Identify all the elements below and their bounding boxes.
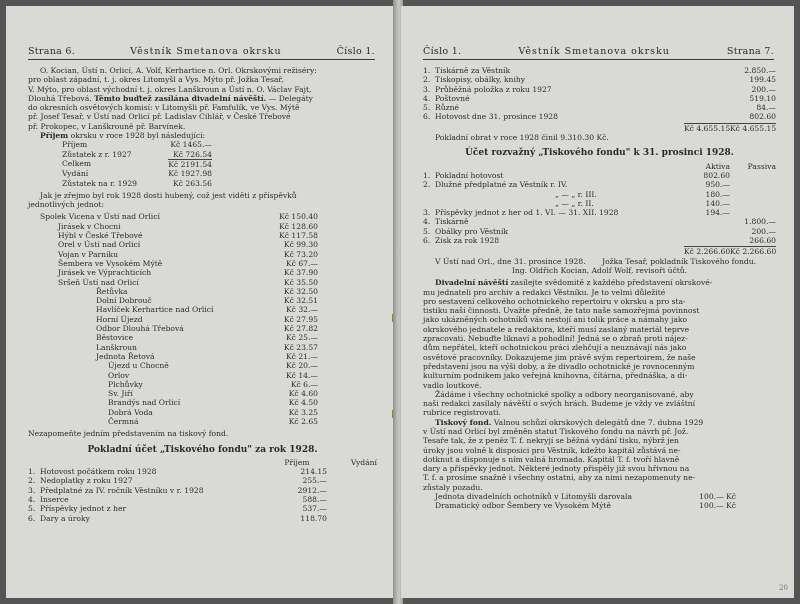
row-label: Příspěvky jednot z her od 1. VI. — 31. XII. 1928 <box>435 208 619 218</box>
rozvaha-row <box>423 180 776 189</box>
spolek-row <box>28 333 318 342</box>
dar-label: Jednota divadelních ochotníků v Litomyšli darovala <box>435 492 633 502</box>
spolek-value: Kč 25.— <box>285 333 318 343</box>
row-label: Předplatné za IV. ročník Věstníku v r. 1928 <box>40 485 204 495</box>
jak-text: Jak je zřejmo byl rok 1928 dosti hubený, což jest viděti z příspěvků <box>40 190 297 200</box>
row-number: 4. <box>423 93 431 103</box>
row-pasiva: 200.— <box>751 226 776 236</box>
row-c2: 802.60 <box>749 112 776 122</box>
prijem-intro <box>28 131 377 140</box>
zadame-line: naši redakci zasílaly návěští o svých hrách. Budeme je vždy ve zvláštní <box>423 399 696 409</box>
prijem-row <box>62 169 212 178</box>
right-page <box>401 6 794 598</box>
pokladni-row <box>28 504 377 513</box>
pokladni-header <box>28 458 377 467</box>
row-label: Pokladní hotovost <box>435 170 504 180</box>
intro-place: Dlouhá Třebová. <box>28 93 92 103</box>
text-line: představení jsou na výši doby, a že divadlo ochotnické je rovnocenným <box>423 361 695 371</box>
col-pasiva: Passiva <box>747 161 776 171</box>
row-label: Obálky pro Věstník <box>435 226 508 236</box>
col-vydani: Vydání <box>350 457 377 467</box>
row-label: Různé <box>435 103 459 113</box>
row-aktiva: 194.— <box>705 208 730 218</box>
row-label: Tiskárně za Věstník <box>435 66 511 75</box>
vydani-row <box>423 94 776 103</box>
spolek-label: Brandýs nad Orlicí <box>108 398 181 408</box>
intro-line: V. Mýto, pro oblast východní t. j. okres Lanškroun a Ústí n. O. Václav Fajt, <box>28 84 312 94</box>
spolek-row <box>28 250 318 259</box>
text-line: Valnou schůzí okrskových delegátů dne 7. dubna 1929 <box>493 417 704 427</box>
divadelni-paragraph <box>423 278 776 287</box>
vydani-row <box>423 112 776 121</box>
prijem-row <box>62 159 212 169</box>
row-vydani <box>327 514 377 523</box>
tiskovy-rest <box>423 427 776 492</box>
prijem-value: Kč 1927.98 <box>168 169 212 179</box>
row-number <box>423 190 435 199</box>
left-page <box>6 6 395 598</box>
row-vydani <box>327 476 377 485</box>
spolek-value: Kč 67.— <box>285 258 318 268</box>
row-number: 5. <box>423 103 431 113</box>
spolek-row <box>28 361 318 370</box>
rozvaha-row <box>423 171 776 180</box>
intro-emphasis: Těmto buďtež zasílána divadelní návěští. <box>94 93 267 103</box>
intro-line: do okresních osvětových komisí: v Litomyšli př. Famfulík, ve Vys. Mýtě <box>28 103 300 113</box>
row-number: 3. <box>423 84 431 94</box>
spolek-row <box>28 324 318 333</box>
row-number: 4. <box>423 217 431 227</box>
prijem-label: Celkem <box>62 158 92 168</box>
row-number: 6. <box>28 513 36 523</box>
vydani-row <box>423 85 776 94</box>
row-number: 3. <box>423 208 431 218</box>
row-prijem: 214.15 <box>300 467 327 477</box>
spolek-label: Plchůvky <box>108 379 143 389</box>
row-number: 5. <box>423 226 431 236</box>
rozvaha-list <box>423 171 776 245</box>
spolek-row <box>28 278 318 287</box>
spolek-label: Jirásek v Chocni <box>58 221 121 231</box>
spolek-value: Kč 73.20 <box>283 249 318 259</box>
dar-row <box>435 492 776 501</box>
intro-line: O. Kocian, Ústí n. Orlicí, A. Volf, Kerhartice n. Orl. Okrskovými režiséry: <box>40 66 317 75</box>
row-c1 <box>684 103 730 112</box>
row-c1 <box>684 94 730 103</box>
row-c2: 84.— <box>756 103 776 113</box>
rozvaha-row <box>423 199 776 208</box>
row-pasiva: 266.60 <box>749 236 776 246</box>
dar-value: 100.— Kč <box>699 492 736 502</box>
row-pasiva <box>730 199 776 208</box>
row-number: 2. <box>423 180 431 190</box>
text-line: jako ukázněných ochotníků vás nestojí ani tolik práce a námahy jako <box>423 315 688 325</box>
row-c2: 2.850.— <box>744 66 776 75</box>
text-line: zůstaly pozadu. <box>423 482 483 492</box>
pokladni-row <box>28 495 377 504</box>
tiskovy-paragraph <box>423 418 776 427</box>
right-page-number: Strana 7. <box>726 46 774 57</box>
left-page-number: Strana 6. <box>28 46 76 57</box>
col-aktiva: Aktiva <box>705 161 730 171</box>
pokladni-row <box>28 476 377 485</box>
row-aktiva <box>684 236 730 245</box>
prijem-value: Kč 726.54 <box>173 149 212 159</box>
spolek-value: Kč 20.— <box>285 361 318 371</box>
row-label: Tiskárně <box>435 217 469 227</box>
totals-row <box>423 123 776 133</box>
spolek-row <box>28 389 318 398</box>
jak-text: jednotlivých jednot: <box>28 200 105 210</box>
spolky-list <box>28 212 318 426</box>
row-prijem: 537.— <box>302 504 327 514</box>
row-label: Dary a úroky <box>40 513 90 523</box>
text-line: osvětové pracovníky. Dokazujeme jim právě svým repertoirem, že naše <box>423 352 696 362</box>
row-label: Příspěvky jednot z her <box>40 504 127 514</box>
spolek-label: Vojan v Parníku <box>58 249 118 259</box>
zadame-line: Žádáme i všechny ochotnické spolky a odbory neorganisované, aby <box>435 389 694 399</box>
spolek-value: Kč 37.90 <box>283 268 318 278</box>
pokladni-row <box>28 467 377 476</box>
dar-value: 100.— Kč <box>699 501 736 511</box>
spolek-row <box>28 222 318 231</box>
spolek-value: Kč 27.82 <box>283 324 318 334</box>
prijem-row <box>62 179 212 188</box>
vydani-list <box>423 66 776 122</box>
spolek-label: Řetůvka <box>96 286 128 296</box>
rozvaha-row <box>423 208 776 217</box>
row-number: 1. <box>423 66 431 75</box>
row-pasiva <box>730 208 776 217</box>
spolek-row <box>28 287 318 296</box>
row-label: Poštovné <box>435 93 470 103</box>
dar-label: Dramatický odbor Šembery ve Vysokém Mýtě <box>435 501 611 511</box>
row-number: 1. <box>423 170 431 180</box>
spolek-row <box>28 343 318 352</box>
row-pasiva: 1.800.— <box>744 217 776 227</box>
pen-mark: 20 <box>779 584 788 592</box>
spolek-value: Kč 14.— <box>285 370 318 380</box>
row-label: „ — „ r. III. <box>555 189 597 199</box>
spolek-label: Lanškroun <box>96 342 137 352</box>
row-c2: 200.— <box>751 84 776 94</box>
spolek-label: Hýbl v České Třebové <box>58 231 143 241</box>
spolek-value: Kč 150.40 <box>279 212 318 222</box>
left-journal-title: Věstník Smetanova okrsku <box>130 46 282 57</box>
row-number <box>423 199 435 208</box>
text-line: dotknut a disponuje s ním valná hromada. Kapitál T. f. tvoří hlavně <box>423 454 680 464</box>
spolek-row <box>28 305 318 314</box>
spolek-row <box>28 315 318 324</box>
spolek-label: Šembera ve Vysokém Mýtě <box>58 258 163 268</box>
pokladni-row <box>28 514 377 523</box>
spolek-value: Kč 27.95 <box>283 314 318 324</box>
spolek-value: Kč 32.50 <box>283 286 318 296</box>
prijem-label: Zůstatek na r. 1929 <box>62 178 137 188</box>
spolek-row <box>28 380 318 389</box>
right-issue-number: Číslo 1. <box>423 46 462 57</box>
text-line: Tesaře tak, že z peněz T. f. nekryjí se běžná vydání tisku, nýbrž jen <box>423 436 679 446</box>
intro-line: př. Prokopec, v Lanškrouně př. Barvínek. <box>28 121 186 131</box>
row-label: Zisk za rok 1928 <box>435 236 500 246</box>
spolek-row <box>28 296 318 305</box>
revisors: Ing. Oldřich Kocian, Adolf Wolf, revisoři účtů. <box>511 265 688 275</box>
prijem-value: Kč 263.56 <box>173 178 212 188</box>
spolek-value: Kč 99.30 <box>283 240 318 250</box>
spolek-row <box>28 240 318 249</box>
signature-place <box>423 257 776 266</box>
text-line: vadlo loutkové. <box>423 380 482 390</box>
right-content <box>423 66 776 511</box>
row-prijem: 588.— <box>302 495 327 505</box>
spolek-value: Kč 128.60 <box>279 221 318 231</box>
obrat-text: Pokladní obrat v roce 1928 činil 9.310.30 Kč. <box>435 133 609 143</box>
divadelni-rest <box>423 288 776 390</box>
spolek-row <box>28 417 318 426</box>
prijem-list <box>28 140 212 187</box>
row-c2: 199.45 <box>749 75 776 85</box>
pokladni-title: Pokladní účet „Tiskového fondu" za rok 1928. <box>87 444 318 455</box>
row-aktiva: 950.— <box>705 180 730 190</box>
rozvaha-title: Účet rozvažný „Tiskového fondu" k 31. prosinci 1928. <box>465 148 734 159</box>
prijem-row <box>62 150 212 159</box>
spolek-label: Odbor Dlouhá Třebová <box>96 324 184 334</box>
row-label: Hotovost počátkem roku 1928 <box>40 467 157 477</box>
text-line: okrskového jednatele a redaktora, kteří musí zaslaný materiál teprve <box>423 324 690 334</box>
row-prijem: 2912.— <box>297 485 327 495</box>
row-prijem: 255.— <box>302 476 327 486</box>
text-line: mu jednateli pro archiv a redakci Věstníku. Je to velmi důležité <box>423 287 666 297</box>
row-label: „ — „ r. II. <box>555 198 594 208</box>
row-label: Inserce <box>40 495 69 505</box>
left-page-header <box>28 46 375 60</box>
row-vydani <box>327 467 377 476</box>
text-line: tistiku naší činnosti. Uvažte předně, že tato naše samozřejmá povinnost <box>423 306 700 316</box>
signature-name: Jožka Tesař, pokladník Tiskového fondu. <box>602 256 757 266</box>
row-pasiva <box>730 180 776 189</box>
prijem-rest: okrsku v roce 1928 byl následující: <box>70 131 206 141</box>
spolek-value: Kč 32.51 <box>283 296 318 306</box>
spolek-label: Sv. Jiří <box>108 389 133 399</box>
right-journal-title: Věstník Smetanova okrsku <box>518 46 670 57</box>
row-aktiva <box>684 217 730 226</box>
row-aktiva <box>684 227 730 236</box>
row-number: 3. <box>28 485 36 495</box>
spolek-value: Kč 23.57 <box>283 342 318 352</box>
spolek-value: Kč 21.— <box>285 351 318 361</box>
text-line: zpracovati. Nebuďte liknaví a pohodlní! Jedná se o zbraň proti nájez- <box>423 334 688 344</box>
intro-delegates: — Delegáty <box>268 93 313 103</box>
rozvaha-row <box>423 227 776 236</box>
spolek-row <box>28 408 318 417</box>
row-number: 2. <box>423 75 431 85</box>
zadame-line: rubrice registrovati. <box>423 408 501 418</box>
row-pasiva <box>730 171 776 180</box>
prijem-label: Vydání <box>62 169 89 179</box>
signature-place-text: V Ústí nad Orl., dne 31. prosince 1928. <box>435 256 586 266</box>
prijem-label: Příjem <box>62 140 88 150</box>
row-number: 2. <box>28 476 36 486</box>
total-a: Kč 2.266.60 <box>684 247 731 257</box>
row-number: 6. <box>423 236 431 246</box>
spolek-label: Běstovice <box>96 333 134 343</box>
spolek-value: Kč 4.50 <box>288 398 318 408</box>
prijem-bold: Příjem <box>40 131 69 141</box>
spolek-row <box>28 352 318 361</box>
total-b: Kč 4.655.15 <box>730 123 777 133</box>
prijem-row <box>62 140 212 149</box>
text-line: kulturním podnikem jako veřejná knihovna, čítárna, přednáška, a di- <box>423 371 688 381</box>
text-line: dary a příspěvky jednot. Některé jednoty přispěly již svou hřivnou na <box>423 464 690 474</box>
row-label: Hotovost dne 31. prosince 1928 <box>435 112 558 122</box>
row-number: 4. <box>28 495 36 505</box>
pokladni-row <box>28 486 377 495</box>
row-c2: 519.10 <box>749 93 776 103</box>
pokladni-list <box>28 467 377 523</box>
row-vydani <box>327 504 377 513</box>
vydani-row <box>423 75 776 84</box>
spolek-value: Kč 6.— <box>290 379 318 389</box>
total-a: Kč 4.655.15 <box>684 123 731 133</box>
spolek-row <box>28 212 318 221</box>
rozvaha-row <box>423 217 776 226</box>
row-pasiva <box>730 190 776 199</box>
spolek-label: Újezd u Chocně <box>108 361 169 371</box>
spolek-label: Dobrá Voda <box>108 407 153 417</box>
darovali-list <box>423 492 776 511</box>
row-label: Tiskopisy, obálky, knihy <box>435 75 526 85</box>
text-line: v Ústí nad Orlicí byl změněn statut Tiskového fondu na návrh př. Jož. <box>423 426 689 436</box>
row-label: Průběžná položka z roku 1927 <box>435 84 552 94</box>
spolek-label: Orlov <box>108 370 130 380</box>
row-number: 5. <box>28 504 36 514</box>
row-aktiva: 180.— <box>705 189 730 199</box>
spolek-label: Dolní Dobrouč <box>96 296 152 306</box>
spolek-value: Kč 3.25 <box>288 407 318 417</box>
totals-row <box>423 246 776 256</box>
spolek-row <box>28 268 318 277</box>
nezapomente-note: Nezapomeňte jedním představením na tiskový fond. <box>28 429 229 439</box>
spolek-label: Sršeň Ústí nad Orlicí <box>58 277 139 287</box>
vydani-row <box>423 103 776 112</box>
spolek-row <box>28 371 318 380</box>
intro-line: př. Josef Tesař, v Ústí nad Orlicí př. Ladislav Cihlář, v České Třebové <box>28 112 291 122</box>
spolek-row <box>28 231 318 240</box>
row-aktiva: 802.60 <box>703 170 730 180</box>
dar-row <box>435 501 776 510</box>
total-b: Kč 2.266.60 <box>730 247 777 257</box>
left-content <box>28 66 377 523</box>
prijem-label: Zůstatek z r. 1927 <box>62 149 132 159</box>
spolek-label: Jednota Řetová <box>96 351 155 361</box>
prijem-value: Kč 1465.— <box>170 140 212 150</box>
row-vydani <box>327 495 377 504</box>
divadelni-bold: Divadelní návěští <box>435 278 509 288</box>
text-line: zasílejte svědomitě z každého představení okrskové- <box>510 278 713 288</box>
text-line: dům nepřátel, kteří ochotnickou práci zlehčují a neuznávají nás jako <box>423 343 687 353</box>
spolek-label: Jirásek ve Výprachticích <box>58 268 152 278</box>
spolek-value: Kč 117.58 <box>279 231 318 241</box>
row-aktiva: 140.— <box>705 198 730 208</box>
spolek-label: Orel v Ústí nad Orlicí <box>58 240 141 250</box>
row-label: Dlužné předplatné za Věstník r. IV. <box>435 180 568 190</box>
right-page-header <box>423 46 774 60</box>
row-c1 <box>684 75 730 84</box>
vydani-row <box>423 66 776 75</box>
text-line: T. f. a prosíme snažně i všechny ostatní, aby za nimi nezapomenuty ne- <box>423 473 696 483</box>
rozvaha-row <box>423 190 776 199</box>
rozvaha-row <box>423 236 776 245</box>
row-c1 <box>684 85 730 94</box>
intro-bold-line <box>28 94 377 103</box>
spolek-value: Kč 35.50 <box>283 277 318 287</box>
spolek-label: Horní Újezd <box>96 314 143 324</box>
intro-line: pro oblast západní, t. j. okres Litomyšl a Vys. Mýto př. Jožka Tesař, <box>28 75 284 85</box>
spolek-label: Havlíček Kerhartice nad Orlicí <box>96 305 214 315</box>
spolek-row <box>28 398 318 407</box>
text-line: úroky jsou volně k disposici pro Věstník, kdežto kapitál zůstává ne- <box>423 445 681 455</box>
tiskovy-bold: Tiskový fond. <box>435 417 492 427</box>
row-number: 6. <box>423 112 431 122</box>
spolek-label: Čermná <box>108 416 139 426</box>
row-c1 <box>684 66 730 75</box>
rozvaha-header <box>423 162 776 171</box>
row-prijem: 118.70 <box>300 513 327 523</box>
row-c1 <box>684 112 730 121</box>
prijem-value: Kč 2191.54 <box>168 159 212 169</box>
left-issue-number: Číslo 1. <box>336 46 375 57</box>
spolek-row <box>28 259 318 268</box>
spolek-value: Kč 32.— <box>285 305 318 315</box>
row-vydani <box>327 486 377 495</box>
spolek-label: Spolek Vicena v Ústí nad Orlicí <box>40 212 160 222</box>
row-number: 1. <box>28 467 36 477</box>
col-prijem: Příjem <box>284 457 310 467</box>
text-line: pro sestavení celkového ochotnického repertoiru v okrsku a pro sta- <box>423 296 686 306</box>
spolek-value: Kč 2.65 <box>288 416 318 426</box>
spolek-value: Kč 4.60 <box>288 389 318 399</box>
row-label: Nedoplatky z roku 1927 <box>40 476 133 486</box>
